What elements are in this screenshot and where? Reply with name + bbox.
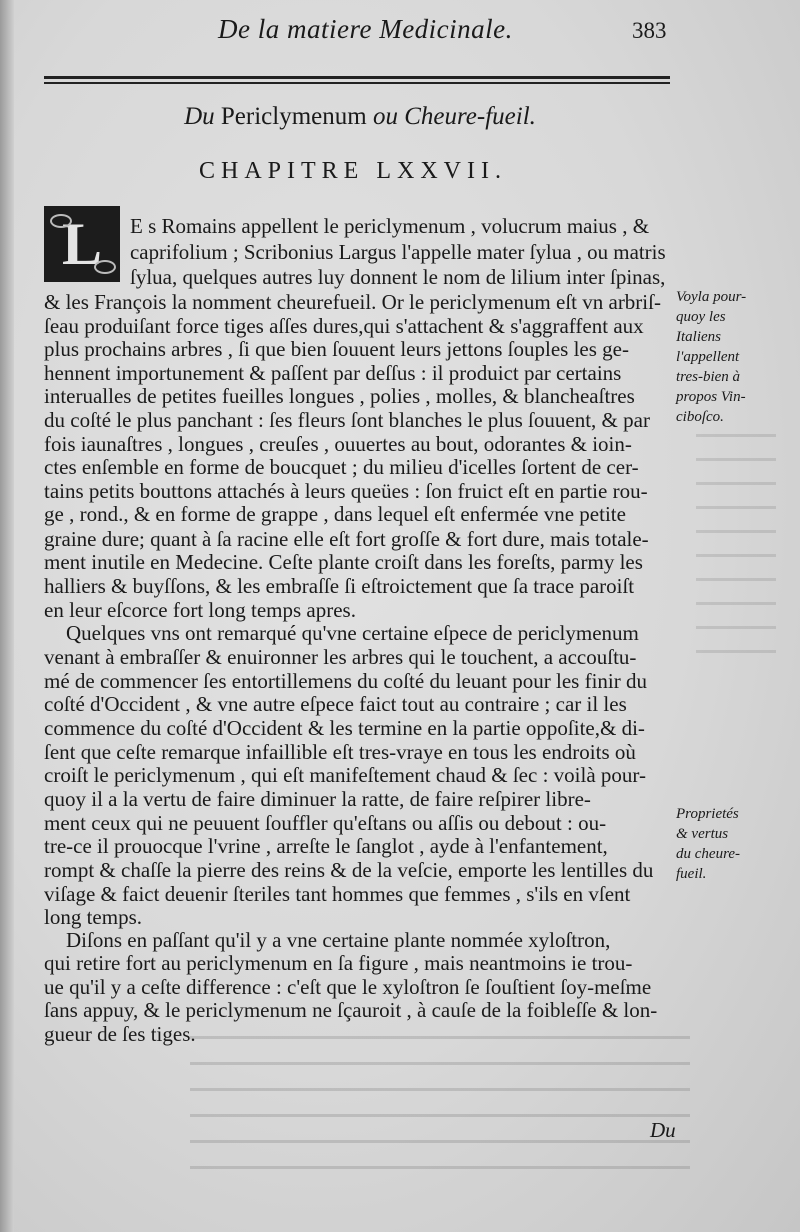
text-line: rompt & chaſſe la pierre des reins & de la veſcie, emporte les lentilles du [44, 858, 654, 882]
margin-note-line: tres-bien à [676, 369, 741, 385]
text-line: ue qu'il y a ceſte difference : c'eſt que le xyloſtron ſe ſouſtient ſoy-meſme [44, 975, 652, 999]
chapter-title-plant: Periclymenum [220, 103, 367, 130]
text-line: ſans appuy, & le periclymenum ne ſçauroit , à cauſe de la foibleſſe & lon- [44, 998, 658, 1022]
header-rule-thin [44, 82, 670, 84]
chapter-number: CHAPITRE LXXVII. [199, 158, 507, 184]
text-line: Diſons en paſſant qu'il y a vne certaine plante nommée xyloſtron, [66, 928, 611, 952]
chapter-title-rest: ou Cheure-fueil. [372, 103, 536, 130]
margin-note-line: propos Vin- [676, 389, 746, 405]
text-line: venant à embraſſer & enuironner les arbres qui le touchent, a accouſtu- [44, 645, 637, 669]
dropcap-letter: L [61, 211, 103, 277]
margin-note-line: Italiens [676, 329, 721, 345]
text-line: ſeau produiſant force tiges aſſes dures,qui s'attachent & s'aggraffent aux [44, 314, 644, 338]
bleed-through-text [190, 1020, 690, 1190]
text-line: fois iaunaſtres , longues , creuſes , ouuertes au bout, odorantes & ioin- [44, 432, 632, 456]
running-title: De la matiere Medicinale. [218, 14, 513, 44]
margin-note-line: l'appellent [676, 349, 740, 365]
margin-note-line: Proprietés [676, 806, 739, 822]
text-line: mé de commencer ſes entortillemens du coſté du leuant pour les finir du [44, 669, 647, 693]
text-line: qui retire fort au periclymenum en ſa figure , mais neantmoins ie trou- [44, 951, 633, 975]
decorated-initial [44, 206, 120, 282]
text-line: croiſt le periclymenum , qui eſt manifeſtement chaud & ſec : voilà pour- [44, 763, 646, 787]
text-line: halliers & buyſſons, & les embraſſe ſi eſtroictement que ſa trace paroiſt [44, 574, 635, 598]
margin-note-line: quoy les [676, 309, 726, 325]
ornament-leaf-icon [50, 214, 72, 228]
ornament-leaf-icon [94, 260, 116, 274]
page-number: 383 [632, 18, 667, 43]
text-line: graine dure; quant à ſa racine elle eſt fort groſſe & fort dure, mais totale- [44, 527, 649, 551]
text-line: tains petits bouttons attachés à leurs queües : ſon fruict eſt en partie rou- [44, 479, 648, 503]
text-line: long temps. [44, 905, 142, 929]
text-line: ge , rond., & en forme de grappe , dans lequel eſt enfermée vne petite [44, 502, 626, 526]
text-line: commence du coſté d'Occident & les termine en la partie oppoſite,& di- [44, 716, 645, 740]
bleed-through-margin [696, 420, 776, 660]
text-line: gueur de ſes tiges. [44, 1022, 196, 1046]
text-line: hennent importunement & paſſent par deſſus : il produict par certains [44, 361, 622, 385]
text-line: en leur eſcorce fort long temps apres. [44, 598, 356, 622]
text-line: ment inutile en Medecine. Ceſte plante croiſt dans les foreſts, parmy les [44, 550, 643, 574]
text-line: viſage & faict deuenir ſteriles tant hommes que femmes , s'ils en vſent [44, 882, 631, 906]
chapter-title [0, 103, 720, 131]
catchword: Du [650, 1118, 676, 1142]
text-line: tre-ce il prouocque l'vrine , arreſte le ſanglot , ayde à l'enfantement, [44, 834, 608, 858]
text-line: quoy il a la vertu de faire diminuer la ratte, de faire reſpirer libre- [44, 787, 591, 811]
margin-note-line: ciboſco. [676, 409, 724, 425]
text-line: E s Romains appellent le periclymenum , volucrum maius , & [130, 214, 650, 238]
text-line: plus prochains arbres , ſi que bien ſouuent leurs jettons ſouples les ge- [44, 337, 629, 361]
header-rule [44, 76, 670, 79]
margin-note-line: du cheure- [676, 846, 740, 862]
text-line: du coſté le plus panchant : ſes fleurs ſont blanches le plus ſouuent, & par [44, 408, 650, 432]
margin-note-line: fueil. [676, 866, 707, 882]
text-line: Quelques vns ont remarqué qu'vne certaine eſpece de periclymenum [66, 621, 639, 645]
text-line: & les François la nomment cheurefueil. Or le periclymenum eſt vn arbriſ- [44, 290, 661, 314]
margin-note-line: Voyla pour- [676, 289, 747, 305]
text-line: ſylua, quelques autres luy donnent le nom de lilium inter ſpinas, [130, 265, 666, 289]
text-line: ctes enſemble en forme de boucquet ; du milieu d'icelles ſortent de cer- [44, 455, 639, 479]
text-line: ment ceux qui ne peuuent ſouffler qu'eſtans ou aſſis ou debout : ou- [44, 811, 607, 835]
text-line: interualles de petites fueilles longues , polies , molles, & blancheaſtres [44, 384, 635, 408]
margin-note-line: & vertus [676, 826, 729, 842]
text-line: ſent que ceſte remarque infaillible eſt tres-vraye en tous les endroits où [44, 740, 636, 764]
chapter-title-du: Du [184, 103, 215, 130]
text-line: coſté d'Occident , & vne autre eſpece faict tout au contraire ; car il les [44, 692, 627, 716]
text-line: caprifolium ; Scribonius Largus l'appelle mater ſylua , ou matris [130, 240, 666, 264]
